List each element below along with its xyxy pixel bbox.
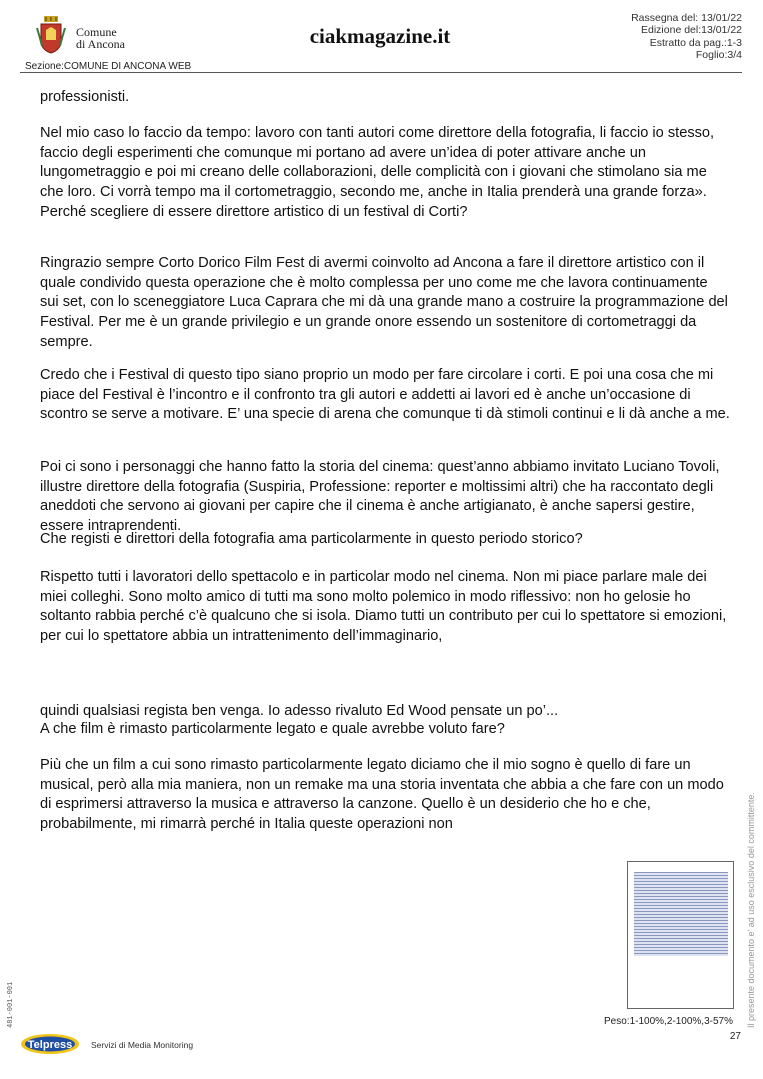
comune-line-2: di Ancona <box>76 37 125 51</box>
document-meta <box>631 12 742 62</box>
foglio-count: Foglio:3/4 <box>695 49 742 62</box>
document-code-vertical <box>3 980 15 1030</box>
telpress-logo-text: Telpress <box>27 1039 73 1051</box>
disclaimer-text: Il presente documento e' ad uso esclusivo del committente. <box>746 792 756 1028</box>
comune-line-1: Comune <box>76 25 117 39</box>
question-3: A che film è rimasto particolarmente legato e quale avrebbe voluto fare? <box>40 721 505 737</box>
edizione-date: Edizione del:13/01/22 <box>641 24 742 37</box>
document-code: 481-001-001 <box>7 981 15 1028</box>
paragraph-4: Credo che i Festival di questo tipo siano proprio un modo per fare circolare i corti. E poi una cosa che mi piace del Festival è l’incontro e il confronto tra gli autori e addetti ai lavori ed è anche un’occasione di scontro se serve a motivare. E’ una specie di arena che comunque ti dà stimoli continui e li dà anche a me. <box>40 367 730 423</box>
rassegna-date: Rassegna del: 13/01/22 <box>631 12 742 24</box>
header-divider <box>20 72 742 73</box>
paragraph-2: Nel mio caso lo faccio da tempo: lavoro con tanti autori come direttore della fotografia, li faccio io stesso, faccio degli esperimenti che comunque mi portano ad avere un’idea di poter attivare anche un lungometraggio e poi mi creano delle collaborazioni, delle complicità con i giovani che stimolano sia me che loro. Ci vorrà tempo ma il cortometraggio, secondo me, anche in Italia prenderà una grande forza». Perché scegliere di essere direttore artistico di un festival di Corti? <box>40 125 715 220</box>
page-header <box>20 12 742 74</box>
disclaimer-vertical <box>744 792 758 1030</box>
thumbnail-text-block <box>634 872 728 956</box>
paragraph-8: Più che un film a cui sono rimasto particolarmente legato diciamo che il mio sogno è quello di fare un musical, però alla mia maniera, non un remake ma una storia inventata che abbia a che fare con un modo di esprimersi attraverso la musica e attraverso la canzone. Quello è un desiderio che ho e che, probabilmente, mi rimarrà perché in Italia queste operazioni non <box>40 757 724 833</box>
telpress-logo <box>20 1033 80 1055</box>
paragraph-3: Ringrazio sempre Corto Dorico Film Fest di avermi coinvolto ad Ancona a fare il direttore artistico con il quale condivido questa operazione che è molto complessa per uno come me che lavora continuamente sui set, con lo sceneggiatore Luca Caprara che mi dà una grande mano a costruire la programmazione del Festival. Per me è un grande privilegio e un grande onore essendo un sostenitore di cortometraggi da sempre. <box>40 255 728 350</box>
paragraph-5: Poi ci sono i personaggi che hanno fatto la storia del cinema: quest’anno abbiamo invitato Luciano Tovoli, illustre direttore della fotografia (Suspiria, Professione: reporter e moltissimi altri) che ha raccontato degli aneddoti che servono ai giovani per capire che il cinema è anche artigianato, è anche sapersi gestire, essere intraprendenti. <box>40 459 720 535</box>
section-label: Sezione:COMUNE DI ANCONA WEB <box>25 61 192 72</box>
page-number: 27 <box>729 1031 741 1042</box>
peso-label: Peso:1-100%,2-100%,3-57% <box>604 1016 733 1027</box>
comune-name <box>76 26 125 50</box>
services-tagline: Servizi di Media Monitoring <box>91 1040 194 1050</box>
question-2: Che registi e direttori della fotografia ama particolarmente in questo periodo storico? <box>40 531 583 547</box>
comune-crest-icon <box>36 16 66 54</box>
paragraph-6: Rispetto tutti i lavoratori dello spettacolo e in particolar modo nel cinema. Non mi piace parlare male dei miei colleghi. Sono molto amico di tutti ma sono molto polemico in modo riflessivo: non ho gelosie ho soltanto rabbia perché c’è qualcuno che si isola. Diamo tutti un contributo per cui lo spettatore si emozioni, per cui lo spettatore abbia un intrattenimento dell’immaginario, <box>40 569 727 645</box>
paragraph-1: professionisti. <box>40 89 130 105</box>
paragraph-7: quindi qualsiasi regista ben venga. Io adesso rivaluto Ed Wood pensate un po’... <box>40 703 559 719</box>
estratto-pages: Estratto da pag.:1-3 <box>649 36 742 49</box>
page-thumbnail <box>627 861 734 1009</box>
site-title: ciakmagazine.it <box>309 24 451 48</box>
